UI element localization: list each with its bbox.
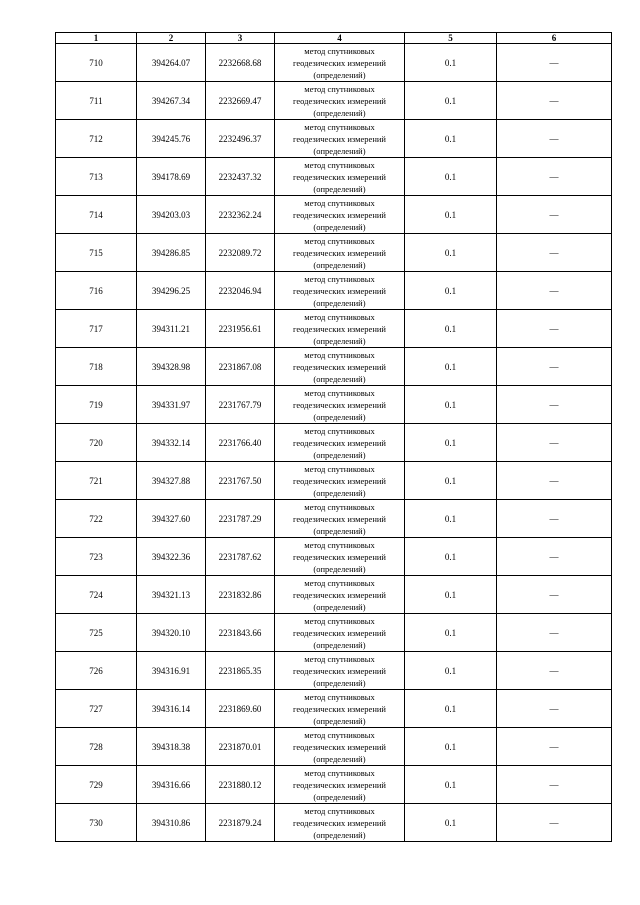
coordinate-y-cell-text: 2231879.24 — [218, 817, 262, 828]
note-cell-text: — — [549, 627, 559, 638]
coordinate-x-cell-text: 394245.76 — [151, 133, 191, 144]
accuracy-cell-text: 0.1 — [444, 779, 457, 790]
coordinate-y-cell — [206, 272, 275, 310]
note-cell — [497, 690, 612, 728]
note-cell-text: — — [549, 399, 559, 410]
coordinate-y-cell — [206, 196, 275, 234]
method-cell — [275, 652, 405, 690]
document-page — [55, 32, 611, 842]
point-number-cell — [56, 500, 137, 538]
header-col-2: 2 — [137, 33, 206, 44]
note-cell — [497, 196, 612, 234]
method-cell-text: метод спутниковых геодезических измерений (определений) — [293, 653, 386, 688]
point-number-cell — [56, 120, 137, 158]
coordinate-x-cell — [137, 424, 206, 462]
table-row — [56, 272, 612, 310]
method-cell-text: метод спутниковых геодезических измерений (определений) — [293, 121, 386, 156]
table-row — [56, 500, 612, 538]
point-number-cell — [56, 310, 137, 348]
coordinate-x-cell — [137, 614, 206, 652]
method-cell — [275, 82, 405, 120]
table-body — [56, 44, 612, 842]
coordinate-x-cell-text: 394331.97 — [151, 399, 191, 410]
accuracy-cell — [405, 614, 497, 652]
method-cell-text: метод спутниковых геодезических измерений (определений) — [293, 729, 386, 764]
note-cell-text: — — [549, 285, 559, 296]
coordinate-x-cell-text: 394320.10 — [151, 627, 191, 638]
coordinate-x-cell — [137, 82, 206, 120]
method-cell — [275, 804, 405, 842]
header-col-4: 4 — [275, 33, 405, 44]
point-number-cell-text: 730 — [89, 817, 103, 828]
accuracy-cell — [405, 272, 497, 310]
point-number-cell — [56, 158, 137, 196]
coordinate-x-cell — [137, 538, 206, 576]
coordinate-y-cell — [206, 424, 275, 462]
coordinate-x-cell — [137, 576, 206, 614]
coordinate-x-cell — [137, 652, 206, 690]
coordinate-y-cell — [206, 538, 275, 576]
coordinate-y-cell-text: 2231787.62 — [218, 551, 262, 562]
coordinate-x-cell — [137, 728, 206, 766]
method-cell — [275, 158, 405, 196]
method-cell — [275, 614, 405, 652]
table-row — [56, 424, 612, 462]
method-cell-text: метод спутниковых геодезических измерений (определений) — [293, 197, 386, 232]
table-row — [56, 614, 612, 652]
method-cell-text: метод спутниковых геодезических измерений (определений) — [293, 387, 386, 422]
point-number-cell-text: 711 — [89, 95, 103, 106]
accuracy-cell — [405, 576, 497, 614]
point-number-cell-text: 725 — [89, 627, 103, 638]
coordinate-y-cell-text: 2231880.12 — [218, 779, 262, 790]
coordinate-x-cell — [137, 310, 206, 348]
method-cell-text: метод спутниковых геодезических измерений (определений) — [293, 501, 386, 536]
note-cell-text: — — [549, 513, 559, 524]
point-number-cell — [56, 728, 137, 766]
accuracy-cell — [405, 310, 497, 348]
coordinate-y-cell — [206, 614, 275, 652]
accuracy-cell-text: 0.1 — [444, 513, 457, 524]
coordinate-x-cell — [137, 804, 206, 842]
table-row — [56, 348, 612, 386]
point-number-cell-text: 715 — [89, 247, 103, 258]
coordinate-x-cell-text: 394311.21 — [152, 323, 190, 334]
point-number-cell — [56, 690, 137, 728]
coordinate-y-cell — [206, 652, 275, 690]
coordinate-y-cell — [206, 804, 275, 842]
accuracy-cell — [405, 538, 497, 576]
accuracy-cell — [405, 728, 497, 766]
note-cell-text: — — [549, 95, 559, 106]
table-row — [56, 386, 612, 424]
table-row — [56, 766, 612, 804]
header-row — [56, 33, 612, 44]
table-row — [56, 44, 612, 82]
accuracy-cell-text: 0.1 — [444, 475, 457, 486]
point-number-cell-text: 712 — [89, 133, 103, 144]
note-cell — [497, 348, 612, 386]
point-number-cell — [56, 804, 137, 842]
note-cell-text: — — [549, 361, 559, 372]
coordinate-y-cell — [206, 120, 275, 158]
point-number-cell — [56, 386, 137, 424]
coordinate-y-cell-text: 2231832.86 — [218, 589, 262, 600]
coordinate-x-cell-text: 394318.38 — [151, 741, 191, 752]
method-cell-text: метод спутниковых геодезических измерений (определений) — [293, 425, 386, 460]
coordinate-y-cell — [206, 82, 275, 120]
note-cell-text: — — [549, 779, 559, 790]
note-cell-text: — — [549, 57, 559, 68]
accuracy-cell — [405, 766, 497, 804]
coordinate-y-cell-text: 2232046.94 — [218, 285, 262, 296]
method-cell — [275, 120, 405, 158]
accuracy-cell — [405, 386, 497, 424]
coordinate-x-cell-text: 394332.14 — [151, 437, 191, 448]
point-number-cell-text: 728 — [89, 741, 103, 752]
coordinate-x-cell — [137, 386, 206, 424]
point-number-cell — [56, 272, 137, 310]
note-cell-text: — — [549, 817, 559, 828]
coordinate-y-cell — [206, 576, 275, 614]
accuracy-cell — [405, 234, 497, 272]
coordinate-x-cell — [137, 690, 206, 728]
coordinate-y-cell — [206, 462, 275, 500]
note-cell-text: — — [549, 589, 559, 600]
point-number-cell — [56, 234, 137, 272]
point-number-cell-text: 716 — [89, 285, 103, 296]
coordinate-y-cell-text: 2231843.66 — [218, 627, 262, 638]
coordinate-x-cell — [137, 500, 206, 538]
note-cell-text: — — [549, 247, 559, 258]
method-cell-text: метод спутниковых геодезических измерений (определений) — [293, 577, 386, 612]
method-cell-text: метод спутниковых геодезических измерений (определений) — [293, 691, 386, 726]
point-number-cell-text: 723 — [89, 551, 103, 562]
coordinates-table — [55, 32, 612, 842]
coordinate-x-cell-text: 394286.85 — [151, 247, 191, 258]
coordinate-y-cell-text: 2231767.50 — [218, 475, 262, 486]
note-cell-text: — — [549, 475, 559, 486]
method-cell — [275, 500, 405, 538]
note-cell — [497, 766, 612, 804]
accuracy-cell-text: 0.1 — [444, 323, 457, 334]
accuracy-cell-text: 0.1 — [444, 589, 457, 600]
coordinate-y-cell-text: 2232669.47 — [218, 95, 262, 106]
coordinate-y-cell-text: 2231767.79 — [218, 399, 262, 410]
coordinate-x-cell — [137, 348, 206, 386]
coordinate-x-cell-text: 394310.86 — [151, 817, 191, 828]
point-number-cell — [56, 424, 137, 462]
table-row — [56, 120, 612, 158]
coordinate-x-cell — [137, 234, 206, 272]
method-cell-text: метод спутниковых геодезических измерений (определений) — [293, 539, 386, 574]
point-number-cell-text: 710 — [89, 57, 103, 68]
accuracy-cell — [405, 690, 497, 728]
table-row — [56, 690, 612, 728]
method-cell-text: метод спутниковых геодезических измерений (определений) — [293, 159, 386, 194]
accuracy-cell-text: 0.1 — [444, 361, 457, 372]
coordinate-y-cell — [206, 44, 275, 82]
accuracy-cell-text: 0.1 — [444, 627, 457, 638]
coordinate-y-cell-text: 2231865.35 — [218, 665, 262, 676]
point-number-cell-text: 722 — [89, 513, 103, 524]
accuracy-cell-text: 0.1 — [444, 551, 457, 562]
coordinate-x-cell — [137, 196, 206, 234]
coordinate-y-cell-text: 2231956.61 — [218, 323, 262, 334]
accuracy-cell-text: 0.1 — [444, 817, 457, 828]
point-number-cell — [56, 82, 137, 120]
accuracy-cell-text: 0.1 — [444, 741, 457, 752]
point-number-cell-text: 714 — [89, 209, 103, 220]
accuracy-cell-text: 0.1 — [444, 247, 457, 258]
header-col-1: 1 — [56, 33, 137, 44]
accuracy-cell-text: 0.1 — [444, 95, 457, 106]
point-number-cell-text: 720 — [89, 437, 103, 448]
accuracy-cell-text: 0.1 — [444, 399, 457, 410]
coordinate-y-cell-text: 2232437.32 — [218, 171, 262, 182]
method-cell-text: метод спутниковых геодезических измерений (определений) — [293, 767, 386, 802]
point-number-cell — [56, 538, 137, 576]
note-cell — [497, 120, 612, 158]
coordinate-x-cell-text: 394178.69 — [151, 171, 191, 182]
coordinate-x-cell-text: 394321.13 — [151, 589, 191, 600]
point-number-cell — [56, 652, 137, 690]
method-cell — [275, 576, 405, 614]
coordinate-x-cell — [137, 158, 206, 196]
header-col-5: 5 — [405, 33, 497, 44]
method-cell — [275, 386, 405, 424]
accuracy-cell — [405, 462, 497, 500]
accuracy-cell — [405, 652, 497, 690]
point-number-cell — [56, 462, 137, 500]
coordinate-x-cell — [137, 272, 206, 310]
method-cell-text: метод спутниковых геодезических измерений (определений) — [293, 273, 386, 308]
point-number-cell-text: 729 — [89, 779, 103, 790]
table-row — [56, 196, 612, 234]
point-number-cell-text: 727 — [89, 703, 103, 714]
note-cell-text: — — [549, 171, 559, 182]
method-cell — [275, 690, 405, 728]
table-row — [56, 804, 612, 842]
table-row — [56, 538, 612, 576]
point-number-cell — [56, 576, 137, 614]
note-cell — [497, 538, 612, 576]
coordinate-x-cell-text: 394316.14 — [151, 703, 191, 714]
coordinate-x-cell-text: 394264.07 — [151, 57, 191, 68]
method-cell-text: метод спутниковых геодезических измерений (определений) — [293, 235, 386, 270]
method-cell-text: метод спутниковых геодезических измерений (определений) — [293, 615, 386, 650]
accuracy-cell — [405, 500, 497, 538]
coordinate-x-cell-text: 394327.60 — [151, 513, 191, 524]
method-cell — [275, 44, 405, 82]
coordinate-y-cell-text: 2231870.01 — [218, 741, 262, 752]
note-cell — [497, 576, 612, 614]
method-cell — [275, 234, 405, 272]
table-row — [56, 728, 612, 766]
method-cell — [275, 272, 405, 310]
header-col-6: 6 — [497, 33, 612, 44]
table-row — [56, 234, 612, 272]
coordinate-y-cell — [206, 234, 275, 272]
note-cell — [497, 614, 612, 652]
coordinate-y-cell-text: 2232668.68 — [218, 57, 262, 68]
method-cell-text: метод спутниковых геодезических измерений (определений) — [293, 463, 386, 498]
point-number-cell — [56, 766, 137, 804]
method-cell — [275, 310, 405, 348]
point-number-cell-text: 721 — [89, 475, 103, 486]
accuracy-cell-text: 0.1 — [444, 57, 457, 68]
accuracy-cell — [405, 82, 497, 120]
table-row — [56, 462, 612, 500]
header-col-3: 3 — [206, 33, 275, 44]
note-cell — [497, 272, 612, 310]
accuracy-cell-text: 0.1 — [444, 285, 457, 296]
method-cell — [275, 766, 405, 804]
note-cell-text: — — [549, 551, 559, 562]
note-cell — [497, 728, 612, 766]
accuracy-cell — [405, 196, 497, 234]
note-cell — [497, 804, 612, 842]
table-row — [56, 652, 612, 690]
note-cell-text: — — [549, 437, 559, 448]
coordinate-y-cell — [206, 500, 275, 538]
coordinate-x-cell-text: 394203.03 — [151, 209, 191, 220]
table-row — [56, 158, 612, 196]
note-cell-text: — — [549, 209, 559, 220]
accuracy-cell — [405, 120, 497, 158]
accuracy-cell-text: 0.1 — [444, 437, 457, 448]
coordinate-y-cell — [206, 158, 275, 196]
coordinate-y-cell-text: 2232496.37 — [218, 133, 262, 144]
point-number-cell — [56, 196, 137, 234]
method-cell — [275, 462, 405, 500]
note-cell — [497, 234, 612, 272]
method-cell-text: метод спутниковых геодезических измерений (определений) — [293, 45, 386, 80]
accuracy-cell — [405, 158, 497, 196]
coordinate-x-cell-text: 394327.88 — [151, 475, 191, 486]
coordinate-x-cell-text: 394322.36 — [151, 551, 191, 562]
coordinate-y-cell-text: 2232089.72 — [218, 247, 262, 258]
note-cell-text: — — [549, 133, 559, 144]
note-cell-text: — — [549, 741, 559, 752]
note-cell — [497, 82, 612, 120]
point-number-cell — [56, 44, 137, 82]
note-cell-text: — — [549, 665, 559, 676]
coordinate-x-cell — [137, 766, 206, 804]
point-number-cell-text: 717 — [89, 323, 103, 334]
coordinate-x-cell — [137, 462, 206, 500]
note-cell — [497, 386, 612, 424]
coordinate-y-cell — [206, 348, 275, 386]
coordinate-y-cell — [206, 766, 275, 804]
point-number-cell-text: 713 — [89, 171, 103, 182]
note-cell — [497, 158, 612, 196]
coordinate-y-cell — [206, 690, 275, 728]
accuracy-cell — [405, 348, 497, 386]
accuracy-cell — [405, 44, 497, 82]
coordinate-x-cell-text: 394296.25 — [151, 285, 191, 296]
coordinate-x-cell — [137, 120, 206, 158]
accuracy-cell-text: 0.1 — [444, 209, 457, 220]
coordinate-y-cell-text: 2231787.29 — [218, 513, 262, 524]
accuracy-cell-text: 0.1 — [444, 133, 457, 144]
point-number-cell — [56, 614, 137, 652]
table-header — [56, 33, 612, 44]
method-cell — [275, 424, 405, 462]
accuracy-cell-text: 0.1 — [444, 665, 457, 676]
coordinate-x-cell-text: 394267.34 — [151, 95, 191, 106]
coordinate-x-cell — [137, 44, 206, 82]
coordinate-y-cell-text: 2231766.40 — [218, 437, 262, 448]
accuracy-cell — [405, 424, 497, 462]
coordinate-y-cell — [206, 310, 275, 348]
coordinate-x-cell-text: 394316.91 — [151, 665, 191, 676]
table-row — [56, 82, 612, 120]
accuracy-cell — [405, 804, 497, 842]
method-cell — [275, 348, 405, 386]
method-cell-text: метод спутниковых геодезических измерений (определений) — [293, 349, 386, 384]
coordinate-y-cell — [206, 728, 275, 766]
note-cell — [497, 44, 612, 82]
method-cell-text: метод спутниковых геодезических измерений (определений) — [293, 311, 386, 346]
point-number-cell — [56, 348, 137, 386]
coordinate-x-cell-text: 394328.98 — [151, 361, 191, 372]
point-number-cell-text: 718 — [89, 361, 103, 372]
point-number-cell-text: 719 — [89, 399, 103, 410]
point-number-cell-text: 724 — [89, 589, 103, 600]
table-row — [56, 310, 612, 348]
note-cell — [497, 500, 612, 538]
note-cell — [497, 424, 612, 462]
table-row — [56, 576, 612, 614]
note-cell — [497, 652, 612, 690]
coordinate-y-cell-text: 2232362.24 — [218, 209, 262, 220]
point-number-cell-text: 726 — [89, 665, 103, 676]
coordinate-y-cell-text: 2231867.08 — [218, 361, 262, 372]
coordinate-y-cell — [206, 386, 275, 424]
method-cell-text: метод спутниковых геодезических измерений (определений) — [293, 83, 386, 118]
note-cell-text: — — [549, 703, 559, 714]
method-cell-text: метод спутниковых геодезических измерений (определений) — [293, 805, 386, 840]
method-cell — [275, 196, 405, 234]
coordinate-x-cell-text: 394316.66 — [151, 779, 191, 790]
coordinate-y-cell-text: 2231869.60 — [218, 703, 262, 714]
method-cell — [275, 538, 405, 576]
note-cell-text: — — [549, 323, 559, 334]
note-cell — [497, 462, 612, 500]
method-cell — [275, 728, 405, 766]
accuracy-cell-text: 0.1 — [444, 171, 457, 182]
accuracy-cell-text: 0.1 — [444, 703, 457, 714]
note-cell — [497, 310, 612, 348]
